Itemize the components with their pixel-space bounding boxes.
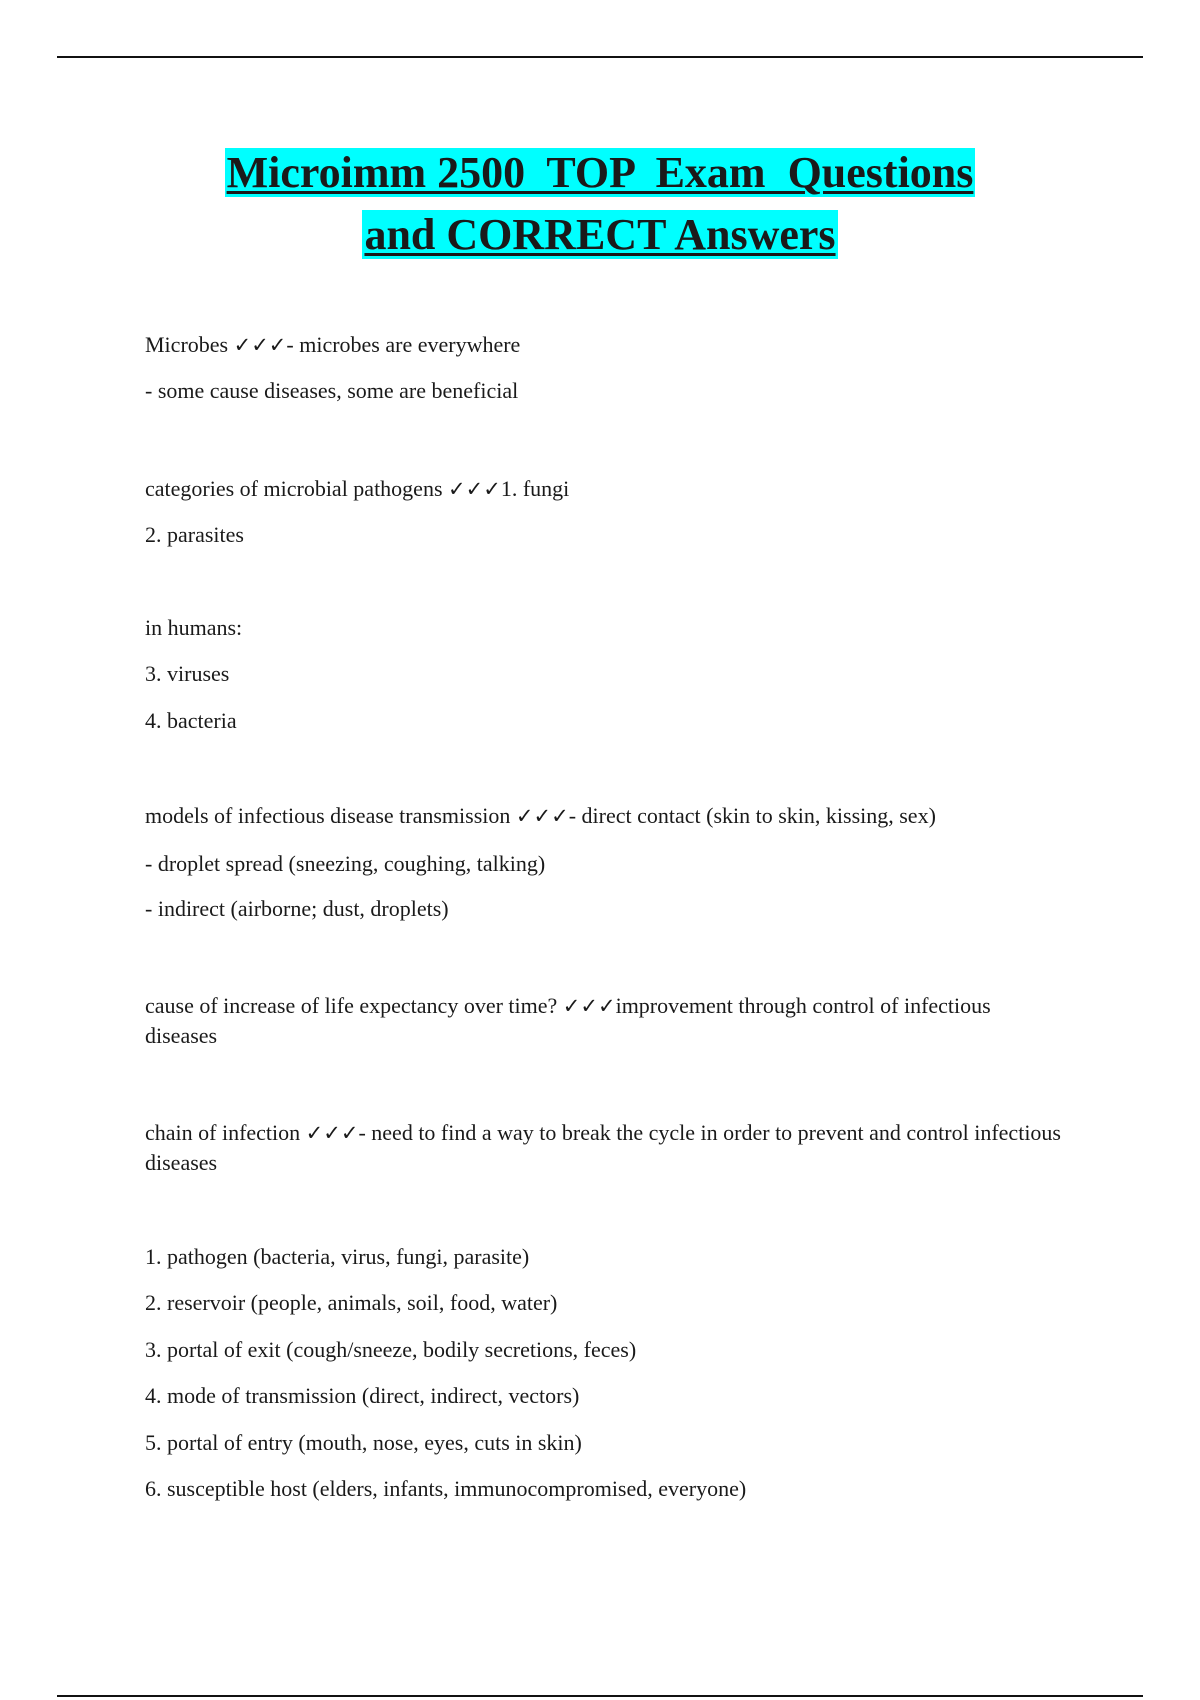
- list-item: 4. mode of transmission (direct, indirect, vectors): [145, 1383, 580, 1408]
- page-title: [0, 142, 1200, 266]
- answer-line: in humans:: [145, 615, 243, 640]
- answer-line: - droplet spread (sneezing, coughing, talking): [145, 851, 546, 876]
- answer-line: 3. viruses: [145, 661, 230, 686]
- question-term: chain of infection: [145, 1120, 306, 1145]
- list-item: 5. portal of entry (mouth, nose, eyes, cuts in skin): [145, 1430, 582, 1455]
- check-marks-icon: ✓✓✓: [448, 477, 501, 501]
- answer-text: - need to find a way to break the cycle in order to prevent and control infectious diseases: [145, 1120, 1061, 1175]
- check-marks-icon: ✓✓✓: [233, 333, 287, 357]
- qa-entry-transmission: [145, 801, 936, 831]
- answer-text: improvement through control of infectious diseases: [145, 993, 991, 1048]
- answer-line: - some cause diseases, some are beneficial: [145, 378, 519, 403]
- question-term: categories of microbial pathogens: [145, 476, 449, 501]
- question-term: models of infectious disease transmission: [145, 803, 516, 828]
- top-rule: [57, 56, 1143, 58]
- qa-entry-microbes: [145, 330, 520, 360]
- question-term: Microbes: [145, 332, 234, 357]
- list-item: 2. reservoir (people, animals, soil, food, water): [145, 1290, 558, 1315]
- qa-entry-life-expectancy: [145, 991, 1065, 1051]
- list-item: 6. susceptible host (elders, infants, immunocompromised, everyone): [145, 1476, 747, 1501]
- answer-text: 1. fungi: [500, 476, 570, 501]
- check-marks-icon: ✓✓✓: [562, 994, 616, 1018]
- list-item: 1. pathogen (bacteria, virus, fungi, parasite): [145, 1244, 530, 1269]
- answer-line: - indirect (airborne; dust, droplets): [145, 896, 449, 921]
- answer-line: 4. bacteria: [145, 708, 237, 733]
- list-item: 3. portal of exit (cough/sneeze, bodily secretions, feces): [145, 1337, 637, 1362]
- answer-line: 2. parasites: [145, 522, 244, 547]
- answer-text: - microbes are everywhere: [286, 332, 521, 357]
- title-line-1: Microimm 2500 TOP Exam Questions: [226, 148, 974, 197]
- answer-text: - direct contact (skin to skin, kissing, sex): [568, 803, 936, 828]
- bottom-rule: [57, 1695, 1143, 1697]
- qa-entry-categories: [145, 474, 569, 504]
- check-marks-icon: ✓✓✓: [305, 1121, 359, 1145]
- check-marks-icon: ✓✓✓: [515, 804, 569, 828]
- title-line-2: and CORRECT Answers: [364, 210, 836, 259]
- question-term: cause of increase of life expectancy over time?: [145, 993, 563, 1018]
- qa-entry-chain-of-infection: [145, 1118, 1065, 1178]
